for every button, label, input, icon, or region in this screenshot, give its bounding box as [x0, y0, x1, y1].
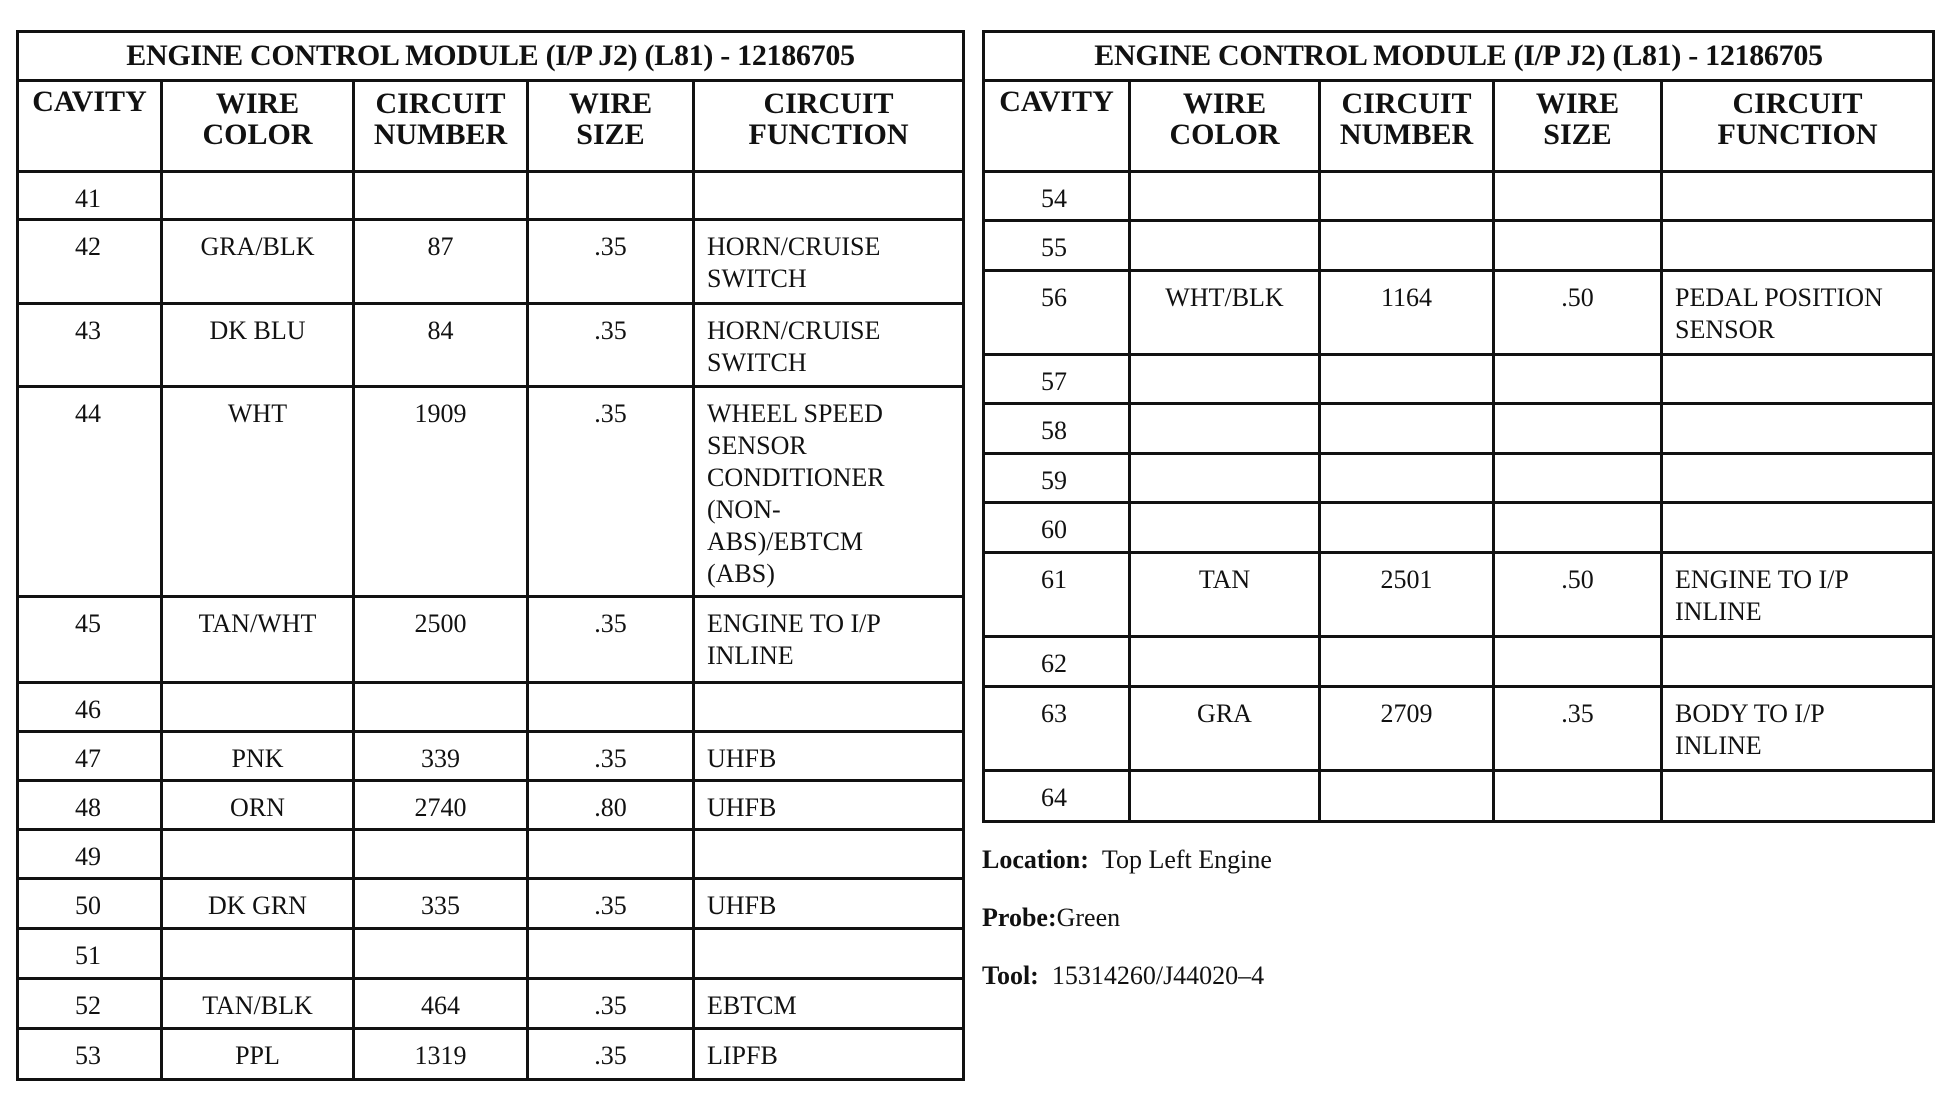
table-row	[18, 979, 964, 1029]
wire-size-cell: .50	[1494, 271, 1662, 355]
circuit-number-cell: 1164	[1320, 271, 1494, 355]
table-title: ENGINE CONTROL MODULE (I/P J2) (L81) - 12186705	[984, 32, 1934, 81]
table-row	[984, 454, 1934, 503]
table-row	[18, 732, 964, 781]
header-wire-size: WIRE SIZE	[1494, 81, 1662, 172]
circuit-function-cell	[1662, 454, 1934, 503]
wire-color-cell	[162, 683, 354, 732]
circuit-function-cell: ENGINE TO I/P INLINE	[694, 597, 964, 683]
circuit-number-cell	[1320, 404, 1494, 454]
wire-size-cell	[1494, 355, 1662, 404]
wire-color-cell	[1130, 454, 1320, 503]
wire-color-cell	[1130, 771, 1320, 822]
circuit-number-cell: 339	[354, 732, 528, 781]
circuit-number-cell	[1320, 637, 1494, 687]
cavity-cell: 47	[18, 732, 162, 781]
wire-size-cell	[528, 683, 694, 732]
wire-color-cell: GRA	[1130, 687, 1320, 771]
table-title: ENGINE CONTROL MODULE (I/P J2) (L81) - 12186705	[18, 32, 964, 81]
wire-size-cell	[528, 929, 694, 979]
circuit-function-cell: PEDAL POSITION SENSOR	[1662, 271, 1934, 355]
note-tool: Tool: 15314260/J44020–4	[982, 961, 1265, 990]
circuit-function-cell	[694, 830, 964, 879]
table-row	[984, 404, 1934, 454]
wire-color-cell	[162, 172, 354, 220]
circuit-number-cell	[1320, 172, 1494, 221]
circuit-function-cell: UHFB	[694, 781, 964, 830]
cavity-cell: 41	[18, 172, 162, 220]
circuit-function-cell	[694, 929, 964, 979]
cavity-cell: 44	[18, 387, 162, 597]
circuit-function-cell: EBTCM	[694, 979, 964, 1029]
wire-color-cell	[162, 830, 354, 879]
circuit-number-cell: 335	[354, 879, 528, 929]
cavity-cell: 49	[18, 830, 162, 879]
circuit-function-cell	[1662, 355, 1934, 404]
wire-color-cell: TAN/WHT	[162, 597, 354, 683]
table-row	[18, 304, 964, 387]
table-row	[18, 220, 964, 304]
wire-size-cell: .50	[1494, 553, 1662, 637]
circuit-number-cell: 84	[354, 304, 528, 387]
cavity-cell: 50	[18, 879, 162, 929]
table-row	[984, 503, 1934, 553]
table-row	[18, 929, 964, 979]
left-connector-table	[16, 30, 965, 1081]
circuit-function-cell: HORN/CRUISE SWITCH	[694, 220, 964, 304]
wire-size-cell: .35	[528, 979, 694, 1029]
wire-color-cell: WHT	[162, 387, 354, 597]
circuit-function-cell: LIPFB	[694, 1029, 964, 1080]
circuit-number-cell	[1320, 355, 1494, 404]
circuit-number-cell	[1320, 454, 1494, 503]
circuit-number-cell: 87	[354, 220, 528, 304]
table-row	[984, 771, 1934, 822]
cavity-cell: 59	[984, 454, 1130, 503]
wire-color-cell: DK GRN	[162, 879, 354, 929]
cavity-cell: 60	[984, 503, 1130, 553]
wire-size-cell	[528, 830, 694, 879]
cavity-cell: 64	[984, 771, 1130, 822]
circuit-function-cell	[1662, 221, 1934, 271]
wire-size-cell: .35	[1494, 687, 1662, 771]
header-circuit-number: CIRCUIT NUMBER	[1320, 81, 1494, 172]
circuit-number-cell	[1320, 503, 1494, 553]
note-location: Location: Top Left Engine	[982, 845, 1272, 874]
wire-color-cell	[1130, 355, 1320, 404]
wire-size-cell: .80	[528, 781, 694, 830]
wire-color-cell: DK BLU	[162, 304, 354, 387]
wire-size-cell: .35	[528, 597, 694, 683]
wire-color-cell	[1130, 503, 1320, 553]
circuit-function-cell	[1662, 404, 1934, 454]
table-row	[984, 221, 1934, 271]
table-row	[18, 781, 964, 830]
cavity-cell: 43	[18, 304, 162, 387]
wire-color-cell: TAN/BLK	[162, 979, 354, 1029]
cavity-cell: 53	[18, 1029, 162, 1080]
wire-size-cell	[1494, 221, 1662, 271]
header-wire-size: WIRE SIZE	[528, 81, 694, 172]
wire-size-cell: .35	[528, 732, 694, 781]
circuit-function-cell	[1662, 503, 1934, 553]
wire-size-cell	[1494, 637, 1662, 687]
table-row	[18, 683, 964, 732]
wire-size-cell	[1494, 454, 1662, 503]
wire-size-cell	[1494, 172, 1662, 221]
wire-color-cell	[1130, 404, 1320, 454]
cavity-cell: 48	[18, 781, 162, 830]
circuit-number-cell: 2501	[1320, 553, 1494, 637]
wire-size-cell: .35	[528, 304, 694, 387]
table-row	[18, 830, 964, 879]
wire-size-cell	[1494, 404, 1662, 454]
header-circuit-function: CIRCUIT FUNCTION	[1662, 81, 1934, 172]
cavity-cell: 58	[984, 404, 1130, 454]
circuit-number-cell: 1319	[354, 1029, 528, 1080]
circuit-function-cell	[1662, 771, 1934, 822]
wire-color-cell: GRA/BLK	[162, 220, 354, 304]
wire-color-cell: ORN	[162, 781, 354, 830]
right-connector-table	[982, 30, 1935, 823]
circuit-number-cell	[354, 830, 528, 879]
circuit-function-cell: UHFB	[694, 879, 964, 929]
table-row	[18, 387, 964, 597]
wire-color-cell: PNK	[162, 732, 354, 781]
cavity-cell: 51	[18, 929, 162, 979]
wire-size-cell: .35	[528, 1029, 694, 1080]
cavity-cell: 63	[984, 687, 1130, 771]
circuit-number-cell: 464	[354, 979, 528, 1029]
header-wire-color: WIRE COLOR	[162, 81, 354, 172]
circuit-number-cell: 2740	[354, 781, 528, 830]
circuit-number-cell	[354, 172, 528, 220]
table-row	[984, 637, 1934, 687]
wire-color-cell	[1130, 172, 1320, 221]
wire-color-cell	[1130, 637, 1320, 687]
wire-color-cell: WHT/BLK	[1130, 271, 1320, 355]
table-row	[984, 553, 1934, 637]
circuit-number-cell: 2709	[1320, 687, 1494, 771]
circuit-number-cell	[354, 683, 528, 732]
cavity-cell: 52	[18, 979, 162, 1029]
table-row	[984, 172, 1934, 221]
table-row	[18, 1029, 964, 1080]
circuit-function-cell: WHEEL SPEED SENSOR CONDITIONER (NON- ABS)/EBTCM (ABS)	[694, 387, 964, 597]
wire-color-cell	[162, 929, 354, 979]
cavity-cell: 56	[984, 271, 1130, 355]
circuit-function-cell: UHFB	[694, 732, 964, 781]
cavity-cell: 55	[984, 221, 1130, 271]
header-circuit-function: CIRCUIT FUNCTION	[694, 81, 964, 172]
circuit-number-cell	[1320, 771, 1494, 822]
circuit-function-cell	[1662, 637, 1934, 687]
table-row	[18, 597, 964, 683]
table-row	[984, 687, 1934, 771]
wire-size-cell: .35	[528, 879, 694, 929]
wire-size-cell: .35	[528, 220, 694, 304]
header-wire-color: WIRE COLOR	[1130, 81, 1320, 172]
cavity-cell: 42	[18, 220, 162, 304]
table-row	[18, 879, 964, 929]
circuit-number-cell: 1909	[354, 387, 528, 597]
wire-size-cell: .35	[528, 387, 694, 597]
circuit-function-cell: BODY TO I/P INLINE	[1662, 687, 1934, 771]
wire-size-cell	[528, 172, 694, 220]
cavity-cell: 62	[984, 637, 1130, 687]
circuit-number-cell	[1320, 221, 1494, 271]
circuit-number-cell	[354, 929, 528, 979]
wire-size-cell	[1494, 771, 1662, 822]
wire-color-cell	[1130, 221, 1320, 271]
cavity-cell: 46	[18, 683, 162, 732]
cavity-cell: 57	[984, 355, 1130, 404]
header-cavity: CAVITY	[984, 81, 1130, 172]
circuit-function-cell: HORN/CRUISE SWITCH	[694, 304, 964, 387]
table-row	[984, 355, 1934, 404]
table-row	[984, 271, 1934, 355]
cavity-cell: 54	[984, 172, 1130, 221]
circuit-function-cell	[1662, 172, 1934, 221]
note-probe: Probe:Green	[982, 903, 1121, 932]
wire-color-cell: TAN	[1130, 553, 1320, 637]
wire-size-cell	[1494, 503, 1662, 553]
connector-notes	[982, 845, 1272, 1019]
wire-color-cell: PPL	[162, 1029, 354, 1080]
circuit-function-cell	[694, 172, 964, 220]
circuit-function-cell	[694, 683, 964, 732]
circuit-function-cell: ENGINE TO I/P INLINE	[1662, 553, 1934, 637]
header-circuit-number: CIRCUIT NUMBER	[354, 81, 528, 172]
header-cavity: CAVITY	[18, 81, 162, 172]
cavity-cell: 45	[18, 597, 162, 683]
table-row	[18, 172, 964, 220]
cavity-cell: 61	[984, 553, 1130, 637]
circuit-number-cell: 2500	[354, 597, 528, 683]
